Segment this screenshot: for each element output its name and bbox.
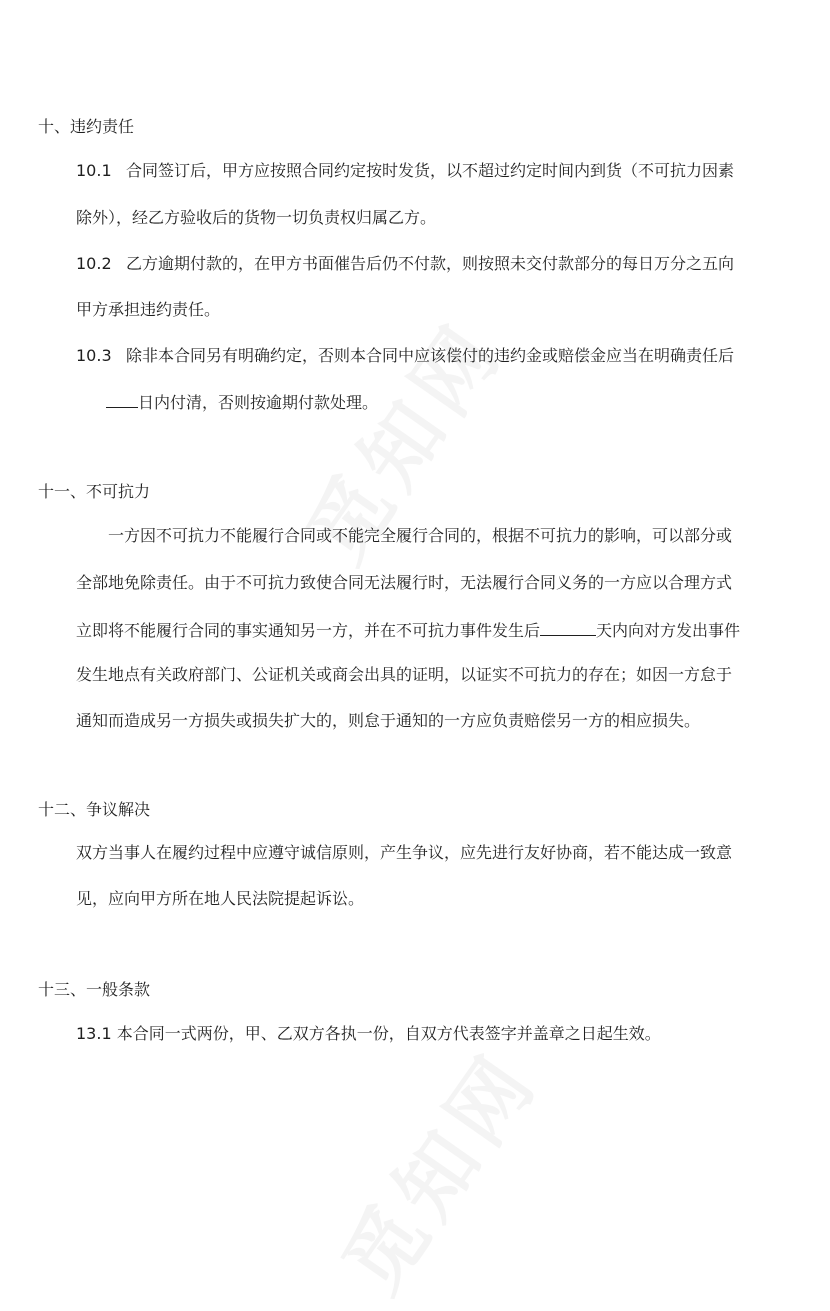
dispute-line-2: 见，应向甲方所在地人民法院提起诉讼。 xyxy=(76,889,365,908)
clause-number: 10.1 xyxy=(76,161,112,180)
clause-text: 乙方逾期付款的，在甲方书面催告后仍不付款，则按照未交付款部分的每日万分之五向 xyxy=(126,254,735,273)
clause-text: 除非本合同另有明确约定，否则本合同中应该偿付的违约金或赔偿金应当在明确责任后 xyxy=(126,346,735,365)
force-majeure-line-2: 全部地免除责任。由于不可抗力致使合同无法履行时，无法履行合同义务的一方应以合理方式 xyxy=(76,573,733,592)
clause-10-1-line-2: 除外），经乙方验收后的货物一切负责权归属乙方。 xyxy=(76,208,437,227)
clause-10-3-line-2 xyxy=(106,391,378,413)
section-heading-force-majeure: 十一、不可抗力 xyxy=(38,482,151,501)
watermark xyxy=(310,1024,559,1311)
force-majeure-line-1: 一方因不可抗力不能履行合同或不能完全履行合同的，根据不可抗力的影响，可以部分或 xyxy=(108,526,733,545)
clause-text: 日内付清，否则按逾期付款处理。 xyxy=(138,393,379,412)
section-heading-breach: 十、违约责任 xyxy=(38,117,135,136)
clause-number: 10.3 xyxy=(76,346,112,365)
general-clause-13-1: 13.1 本合同一式两份，甲、乙双方各执一份，自双方代表签字并盖章之日起生效。 xyxy=(76,1024,661,1043)
clause-number: 10.2 xyxy=(76,254,112,273)
force-majeure-line-5: 通知而造成另一方损失或损失扩大的，则怠于通知的一方应负责赔偿另一方的相应损失。 xyxy=(76,711,701,730)
fill-in-blank[interactable] xyxy=(106,391,138,408)
clause-10-1-line-1 xyxy=(76,161,734,181)
clause-10-2-line-2: 甲方承担违约责任。 xyxy=(76,300,221,319)
clause-text: 立即将不能履行合同的事实通知另一方，并在不可抗力事件发生后 xyxy=(76,621,541,640)
clause-10-3-line-1 xyxy=(76,346,734,366)
clause-text: 天内向对方发出事件 xyxy=(596,621,741,640)
clause-text: 合同签订后，甲方应按照合同约定按时发货，以不超过约定时间内到货（不可抗力因素 xyxy=(126,161,735,180)
dispute-line-1: 双方当事人在履约过程中应遵守诚信原则，产生争议，应先进行友好协商，若不能达成一致意 xyxy=(76,843,733,862)
section-heading-dispute: 十二、争议解决 xyxy=(38,800,151,819)
force-majeure-line-3 xyxy=(76,619,740,641)
force-majeure-line-4: 发生地点有关政府部门、公证机关或商会出具的证明，以证实不可抗力的存在；如因一方怠于 xyxy=(76,665,733,684)
clause-10-2-line-1 xyxy=(76,254,734,274)
section-heading-general: 十三、一般条款 xyxy=(38,980,151,999)
fill-in-blank[interactable] xyxy=(540,619,596,636)
